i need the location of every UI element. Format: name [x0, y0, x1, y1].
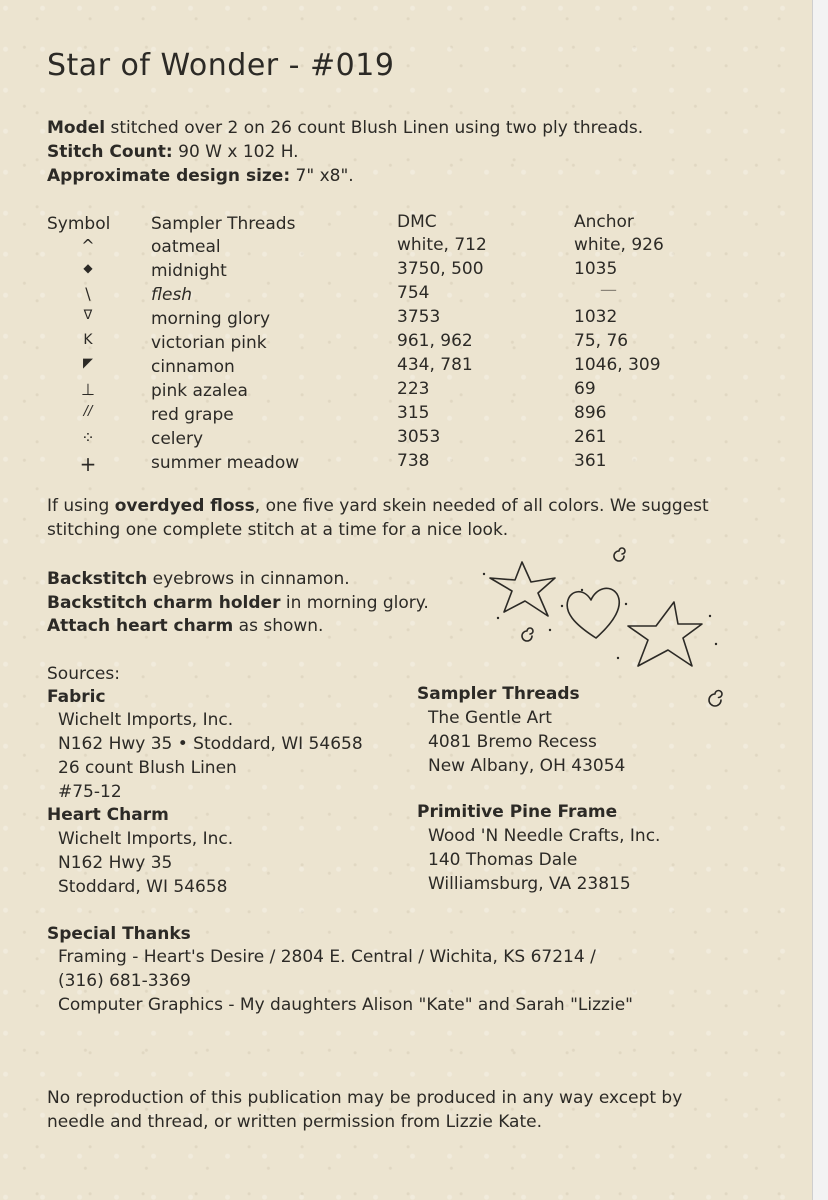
anchor-value: — [600, 280, 617, 300]
dmc-value: white, 712 [397, 235, 487, 255]
floss-label: overdyed floss [114, 496, 255, 516]
page-title: Star of Wonder - #019 [47, 48, 395, 83]
sampler-threads-heading: Sampler Threads [417, 684, 580, 704]
frame-line: 140 Thomas Dale [428, 850, 578, 870]
heart-charm-line: Stoddard, WI 54658 [58, 877, 228, 897]
instruction-line [47, 616, 323, 636]
thread-name: midnight [151, 261, 227, 281]
dmc-value: 3753 [397, 307, 441, 327]
page-edge [812, 0, 828, 1200]
heart-charm-heading: Heart Charm [47, 805, 169, 825]
instruction-text: in morning glory. [285, 593, 429, 613]
dmc-value: 961, 962 [397, 331, 473, 351]
anchor-value: 261 [574, 427, 607, 447]
thread-name: celery [151, 429, 204, 449]
anchor-value: 69 [574, 379, 596, 399]
heart-icon [567, 588, 619, 638]
instruction-label: Backstitch charm holder [47, 593, 281, 613]
spiral-icon [614, 548, 625, 561]
symbol-double-slash-icon: // [83, 404, 93, 419]
fabric-heading: Fabric [47, 687, 106, 707]
thread-name: red grape [151, 405, 234, 425]
copyright-line: No reproduction of this publication may be produced in any way except by [47, 1088, 683, 1108]
instruction-line [47, 593, 429, 613]
spiral-icon [709, 691, 722, 707]
dmc-value: 434, 781 [397, 355, 473, 375]
floss-text: , one five yard skein needed of all colors. We suggest [254, 496, 709, 516]
dmc-value: 3053 [397, 427, 441, 447]
dmc-value: 738 [397, 451, 430, 471]
symbol-wedge-icon: ◤ [83, 356, 93, 371]
heart-charm-line: N162 Hwy 35 [58, 853, 173, 873]
thread-name: cinnamon [151, 357, 235, 377]
symbol-triangle-icon: ᐁ [83, 308, 93, 323]
dmc-value: 315 [397, 403, 430, 423]
instruction-text: eyebrows in cinnamon. [152, 569, 350, 589]
frame-line: Wood 'N Needle Crafts, Inc. [428, 826, 661, 846]
sampler-threads-line: 4081 Bremo Recess [428, 732, 597, 752]
thread-name: flesh [151, 285, 193, 305]
frame-line: Williamsburg, VA 23815 [428, 874, 631, 894]
floss-note-line1 [47, 496, 709, 516]
model-text: stitched over 2 on 26 count Blush Linen using two ply threads. [110, 118, 644, 138]
model-label: Model [47, 118, 106, 138]
dmc-value: 223 [397, 379, 430, 399]
fabric-line: #75-12 [58, 782, 122, 802]
symbol-diamond-icon: ◆ [83, 261, 93, 275]
header-dmc: DMC [397, 212, 437, 232]
thanks-line: (316) 681-3369 [58, 971, 191, 991]
fabric-line: Wichelt Imports, Inc. [58, 710, 234, 730]
floss-lead: If using [47, 496, 110, 516]
dmc-value: 3750, 500 [397, 259, 484, 279]
header-anchor: Anchor [574, 212, 634, 232]
anchor-value: 75, 76 [574, 331, 629, 351]
fabric-line: N162 Hwy 35 • Stoddard, WI 54658 [58, 734, 363, 754]
heart-charm-line: Wichelt Imports, Inc. [58, 829, 234, 849]
model-line [47, 118, 643, 138]
floss-note-line2: stitching one complete stitch at a time for a nice look. [47, 520, 509, 540]
symbol-plus-icon: + [79, 452, 97, 476]
thread-name: morning glory [151, 309, 271, 329]
symbol-backslash-icon: \ [85, 284, 91, 303]
symbol-k-icon: K [83, 332, 93, 348]
design-size-line [47, 166, 354, 186]
thanks-line: Computer Graphics - My daughters Alison "Kate" and Sarah "Lizzie" [58, 995, 633, 1015]
instruction-label: Attach heart charm [47, 616, 234, 636]
instruction-label: Backstitch [47, 569, 148, 589]
anchor-value: white, 926 [574, 235, 664, 255]
symbol-caret-icon: ^ [81, 236, 95, 255]
dmc-value: 754 [397, 283, 430, 303]
special-thanks-heading: Special Thanks [47, 924, 191, 944]
instruction-line [47, 569, 350, 589]
stitch-count-label: Stitch Count: [47, 142, 173, 162]
design-size-value: 7" x8". [295, 166, 354, 186]
star-right-icon [628, 602, 702, 666]
anchor-value: 896 [574, 403, 607, 423]
anchor-value: 361 [574, 451, 607, 471]
anchor-value: 1046, 309 [574, 355, 661, 375]
thread-name: summer meadow [151, 453, 300, 473]
header-symbol: Symbol [47, 214, 111, 234]
spiral-icon [522, 628, 533, 641]
fabric-line: 26 count Blush Linen [58, 758, 237, 778]
design-size-label: Approximate design size: [47, 166, 291, 186]
header-sampler-threads: Sampler Threads [151, 214, 296, 234]
frame-heading: Primitive Pine Frame [417, 802, 618, 822]
copyright-line: needle and thread, or written permission from Lizzie Kate. [47, 1112, 542, 1132]
anchor-value: 1032 [574, 307, 618, 327]
thanks-line: Framing - Heart's Desire / 2804 E. Central / Wichita, KS 67214 / [58, 947, 596, 967]
thread-name: oatmeal [151, 237, 221, 257]
thread-name: pink azalea [151, 381, 248, 401]
instruction-text: as shown. [238, 616, 324, 636]
symbol-dots-icon: ⁘ [81, 428, 95, 447]
stitch-count-value: 90 W x 102 H. [178, 142, 299, 162]
sampler-threads-line: New Albany, OH 43054 [428, 756, 626, 776]
sources-heading: Sources: [47, 664, 120, 684]
sampler-threads-line: The Gentle Art [428, 708, 552, 728]
thread-name: victorian pink [151, 333, 267, 353]
stitch-count-line [47, 142, 299, 162]
symbol-up-tack-icon: ⊥ [81, 380, 95, 399]
star-left-icon [490, 562, 555, 616]
anchor-value: 1035 [574, 259, 618, 279]
